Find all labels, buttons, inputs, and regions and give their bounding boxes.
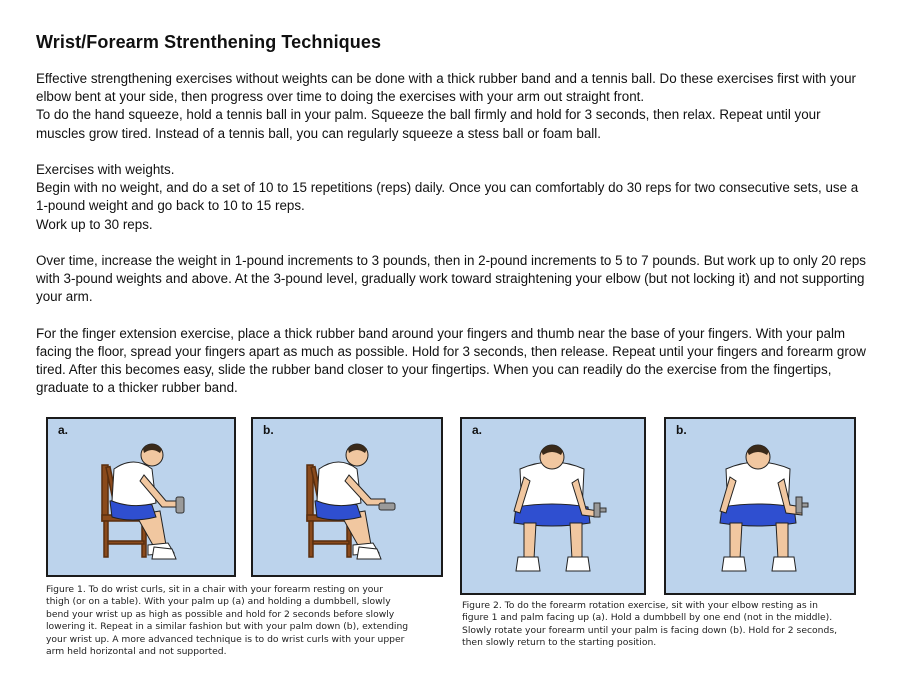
figure1-caption-line: bend your wrist up as high as possible and hold for 2 seconds before slowly bbox=[46, 608, 395, 620]
figure2-caption-line: Slowly rotate your forearm until your palm is facing down (b). Hold for 2 seconds, bbox=[462, 624, 838, 636]
article-body bbox=[36, 70, 866, 398]
figure2-panel-b-label: b. bbox=[676, 423, 687, 437]
page-title: Wrist/Forearm Strenthening Techniques bbox=[36, 32, 382, 52]
paragraph-finger-extension: For the finger extension exercise, place a thick rubber band around your fingers and thumb near the base of your fingers. With your palm facing the floor, spread your fingers apart as much as possible. Hold for 3 seconds, then release. Repeat until your fingers and forearm grow tired. After this becomes easy, slide the rubber band closer to your fingertips. When you can readily do the exercise from the fingertips, graduate to a thicker rubber band. bbox=[36, 325, 866, 396]
figure1-panel-b-label: b. bbox=[263, 423, 274, 437]
figure2-caption-line: then slowly return to the starting position. bbox=[462, 637, 657, 649]
figure1-caption-line: your wrist up. A more advanced technique is to do wrist curls with your upper bbox=[46, 633, 405, 645]
forearm-rotation-palm-up-illustration bbox=[462, 419, 644, 593]
figure1-caption bbox=[46, 584, 446, 658]
figure2-caption bbox=[462, 600, 882, 650]
forearm-rotation-palm-down-illustration bbox=[666, 419, 854, 593]
figure2-caption-line: figure 1 and palm facing up (a). Hold a dumbbell by one end (not in the middle). bbox=[462, 612, 833, 624]
paragraph-intro: Effective strengthening exercises without weights can be done with a thick rubber band and a tennis ball. Do these exercises first with your elbow bent at your side, then progress over time to doing the exercises with your arm out straight front. bbox=[36, 71, 857, 105]
paragraph-hand-squeeze: To do the hand squeeze, hold a tennis ball in your palm. Squeeze the ball firmly and hold for 3 seconds, then relax. Repeat until your muscles grow tired. Instead of a tennis ball, you can regularly squeeze a stess ball or foam ball. bbox=[36, 107, 821, 141]
figure1-caption-line: arm held horizontal and not supported. bbox=[46, 646, 227, 658]
figure1-panel-b bbox=[251, 417, 443, 577]
paragraph-weights-start: Begin with no weight, and do a set of 10 to 15 repetitions (reps) daily. Once you can comfortably do 30 reps for two consecutive sets, use a 1-pound weight and go back to 10 to 15 reps. bbox=[36, 180, 859, 214]
figure1-caption-line: thigh (or on a table). With your palm up (a) and holding a dumbbell, slowly bbox=[46, 596, 391, 608]
paragraph-work-up: Work up to 30 reps. bbox=[36, 216, 153, 232]
paragraph-weights-heading: Exercises with weights. bbox=[36, 162, 175, 177]
paragraph-increase-weight: Over time, increase the weight in 1-pound increments to 3 pounds, then in 2-pound increments to 5 to 7 pounds. But work up to only 20 reps with 3-pound weights and above. At the 3-pound level, gradually work toward straightening your elbow (but not locking it) and not supporting your arm. bbox=[36, 253, 866, 305]
wrist-curl-palm-up-illustration bbox=[48, 419, 234, 575]
figure1-panel-a-label: a. bbox=[58, 423, 69, 437]
figure2-panel-a-label: a. bbox=[472, 423, 483, 437]
figure1-caption-line: lowering it. Repeat in a similar fashion but with your palm down (b), extending bbox=[46, 621, 409, 633]
wrist-curl-palm-down-illustration bbox=[253, 419, 441, 575]
figure2-panel-a bbox=[460, 417, 646, 595]
figure1-panel-a bbox=[46, 417, 236, 577]
figure1-caption-line: Figure 1. To do wrist curls, sit in a chair with your forearm resting on your bbox=[46, 584, 384, 595]
figure2-panel-b bbox=[664, 417, 856, 595]
figure2-caption-line: Figure 2. To do the forearm rotation exercise, sit with your elbow resting as in bbox=[462, 600, 818, 611]
